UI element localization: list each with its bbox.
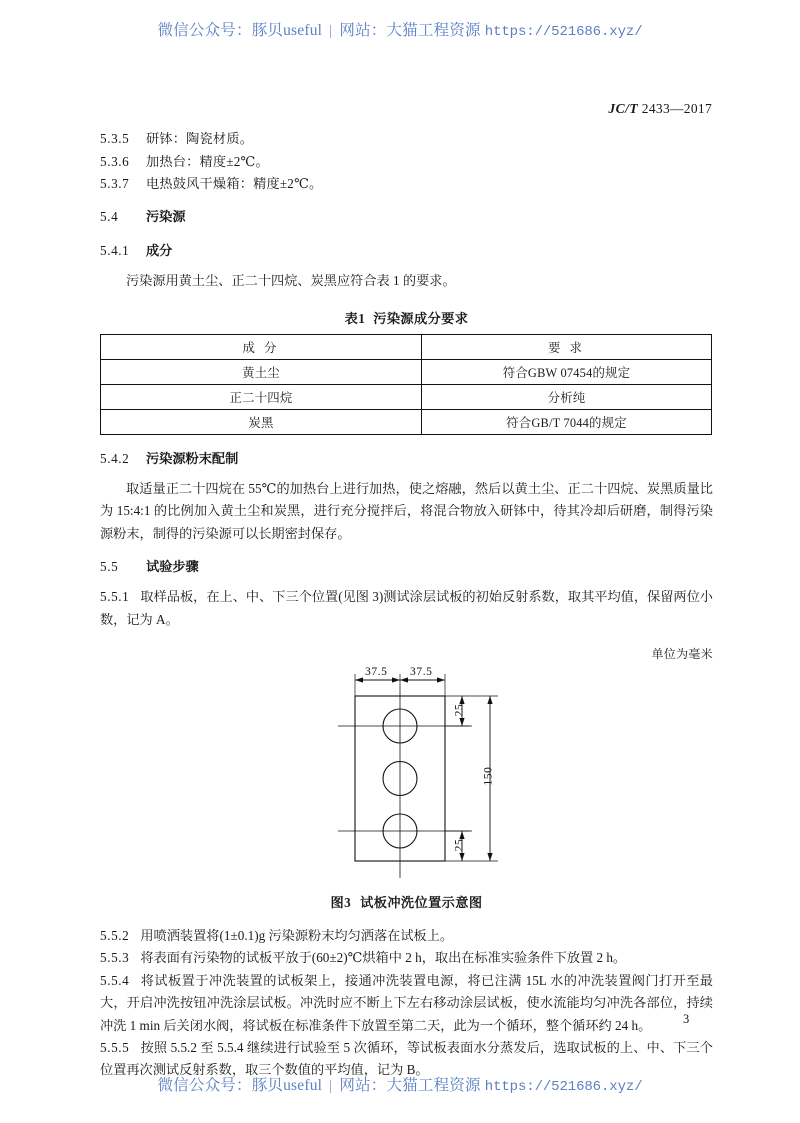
- paragraph-5-4-1: 污染源用黄土尘、正二十四烷、炭黑应符合表 1 的要求。: [126, 272, 456, 288]
- dimension-label-top-offset: 25: [453, 703, 466, 717]
- table-header-cell-component: 成 分: [101, 334, 422, 359]
- watermark-site-label: 网站：: [339, 22, 387, 39]
- figure-unit-note: 单位为毫米: [651, 646, 713, 661]
- step-text: 将试板置于冲洗装置的试板架上，接通冲洗装置电源，将已注满 15L 水的冲洗装置阀门打开至最大，开启冲洗按钮冲洗涂层试板。冲洗时应不断上下左右移动涂层试板，使水流能均匀冲洗各部位，持续冲洗 1 min 后关闭水阀，将试板在标准条件下放置至第二天，此为一个循环，整个循环约 24 h。: [100, 972, 713, 1033]
- watermark-separator: |: [329, 1078, 333, 1094]
- heading-number: 5.4.1: [100, 242, 130, 258]
- table-caption: [100, 308, 713, 327]
- watermark-wechat-name: 豚贝useful: [251, 22, 323, 39]
- clause-5-3-5: [100, 128, 713, 150]
- page-number: 3: [683, 1012, 690, 1026]
- step-number: 5.5.3: [100, 950, 130, 966]
- table-cell-component: 黄土尘: [101, 359, 422, 384]
- clause-5-3-7: [100, 173, 713, 195]
- heading-title: 成分: [146, 242, 173, 258]
- watermark-site-label: 网站：: [339, 1077, 387, 1094]
- heading-title: 污染源: [146, 208, 186, 224]
- document-body: [100, 128, 713, 1082]
- figure-caption: [100, 892, 713, 911]
- composition-requirements-table: [100, 334, 712, 435]
- step-number: 5.5.5: [100, 1039, 130, 1055]
- heading-5-5: [100, 556, 713, 577]
- step-text: 将表面有污染物的试板平放于(60±2)℃烘箱中 2 h，取出在标准实验条件下放置 2 h。: [140, 950, 627, 966]
- table-caption-title: 污染源成分要求: [373, 310, 469, 326]
- standard-code: JC/T: [608, 101, 639, 116]
- heading-title: 试验步骤: [146, 559, 199, 575]
- clause-number: 5.3.5: [100, 131, 130, 146]
- heading-5-4: [100, 206, 713, 227]
- dimension-label-width-left: 37.5: [365, 665, 388, 678]
- watermark-site-name: 大猫工程资源: [386, 22, 481, 39]
- watermark-separator: |: [329, 23, 333, 39]
- watermark-bottom: [0, 1073, 800, 1095]
- clause-number: 5.3.6: [100, 153, 130, 169]
- table-row: [101, 409, 712, 434]
- heading-5-4-1: [100, 240, 713, 261]
- step-number: 5.5.1: [100, 589, 130, 605]
- watermark-wechat-label: 微信公众号：: [157, 22, 252, 39]
- dimension-label-width-right: 37.5: [410, 665, 433, 678]
- watermark-top: [0, 18, 800, 40]
- clause-text: 研钵：陶瓷材质。: [146, 131, 254, 146]
- figure-caption-title: 试板冲洗位置示意图: [360, 894, 483, 910]
- watermark-wechat-name: 豚贝useful: [251, 1077, 323, 1094]
- watermark-wechat-label: 微信公众号：: [157, 1077, 252, 1094]
- step-text: 按照 5.5.2 至 5.5.4 继续进行试验至 5 次循环，等试板表面水分蒸发后，选取试板的上、中、下三个位置再次测试反射系数，取三个数值的平均值，记为 B。: [100, 1039, 713, 1078]
- watermark-url: https://521686.xyz/: [484, 1079, 643, 1095]
- heading-title: 污染源粉末配制: [146, 450, 239, 466]
- figure-3-drawing: [100, 666, 713, 888]
- heading-5-4-2: [100, 448, 713, 469]
- clause-number: 5.3.7: [100, 176, 130, 191]
- table-cell-component: 正二十四烷: [101, 384, 422, 409]
- step-text: 用喷洒装置将(1±0.1)g 污染源粉末均匀洒落在试板上。: [140, 927, 454, 943]
- step-5-5-2: [100, 925, 713, 947]
- heading-number: 5.4.2: [100, 450, 130, 466]
- table-cell-requirement: 符合GBW 07454的规定: [422, 359, 712, 384]
- step-5-5-4: [100, 970, 713, 1037]
- clause-5-3-6: [100, 151, 713, 173]
- table-row: [101, 359, 712, 384]
- step-text: 取样品板，在上、中、下三个位置(见图 3)测试涂层试板的初始反射系数，取其平均值，保留两位小数，记为 A。: [100, 589, 713, 627]
- table-header-cell-requirement: 要 求: [422, 334, 712, 359]
- table-caption-number: 表1: [344, 310, 366, 326]
- step-5-5-1: [100, 586, 713, 631]
- heading-number: 5.5: [100, 559, 119, 575]
- figure-caption-number: 图3: [330, 894, 352, 910]
- watermark-url: https://521686.xyz/: [484, 24, 643, 40]
- clause-text: 电热鼓风干燥箱：精度±2℃。: [146, 176, 323, 191]
- table-header-row: [101, 334, 712, 359]
- table-cell-component: 炭黑: [101, 409, 422, 434]
- dimension-arrowheads: [355, 677, 493, 861]
- step-5-5-3: [100, 947, 713, 969]
- table-cell-requirement: 分析纯: [422, 384, 712, 409]
- heading-number: 5.4: [100, 208, 119, 224]
- test-plate-diagram-svg: [100, 666, 713, 888]
- clause-text: 加热台：精度±2℃。: [146, 153, 269, 169]
- step-number: 5.5.4: [100, 972, 130, 988]
- table-cell-requirement: 符合GB/T 7044的规定: [422, 409, 712, 434]
- dimension-label-bottom-offset: 25: [453, 838, 466, 852]
- watermark-site-name: 大猫工程资源: [386, 1077, 481, 1094]
- document-header: [608, 101, 712, 117]
- paragraph-5-4-2: 取适量正二十四烷在 55℃的加热台上进行加热，使之熔融，然后以黄土尘、正二十四烷、炭黑质量比为 15:4:1 的比例加入黄土尘和炭黑，进行充分搅拌后，将混合物放入研钵中，待其冷却后研磨，制得污染源粉末，制得的污染源可以长期密封保存。: [100, 480, 713, 541]
- dimension-label-total-height: 150: [482, 766, 495, 786]
- table-row: [101, 384, 712, 409]
- standard-number: 2433—2017: [641, 101, 712, 116]
- step-number: 5.5.2: [100, 927, 130, 943]
